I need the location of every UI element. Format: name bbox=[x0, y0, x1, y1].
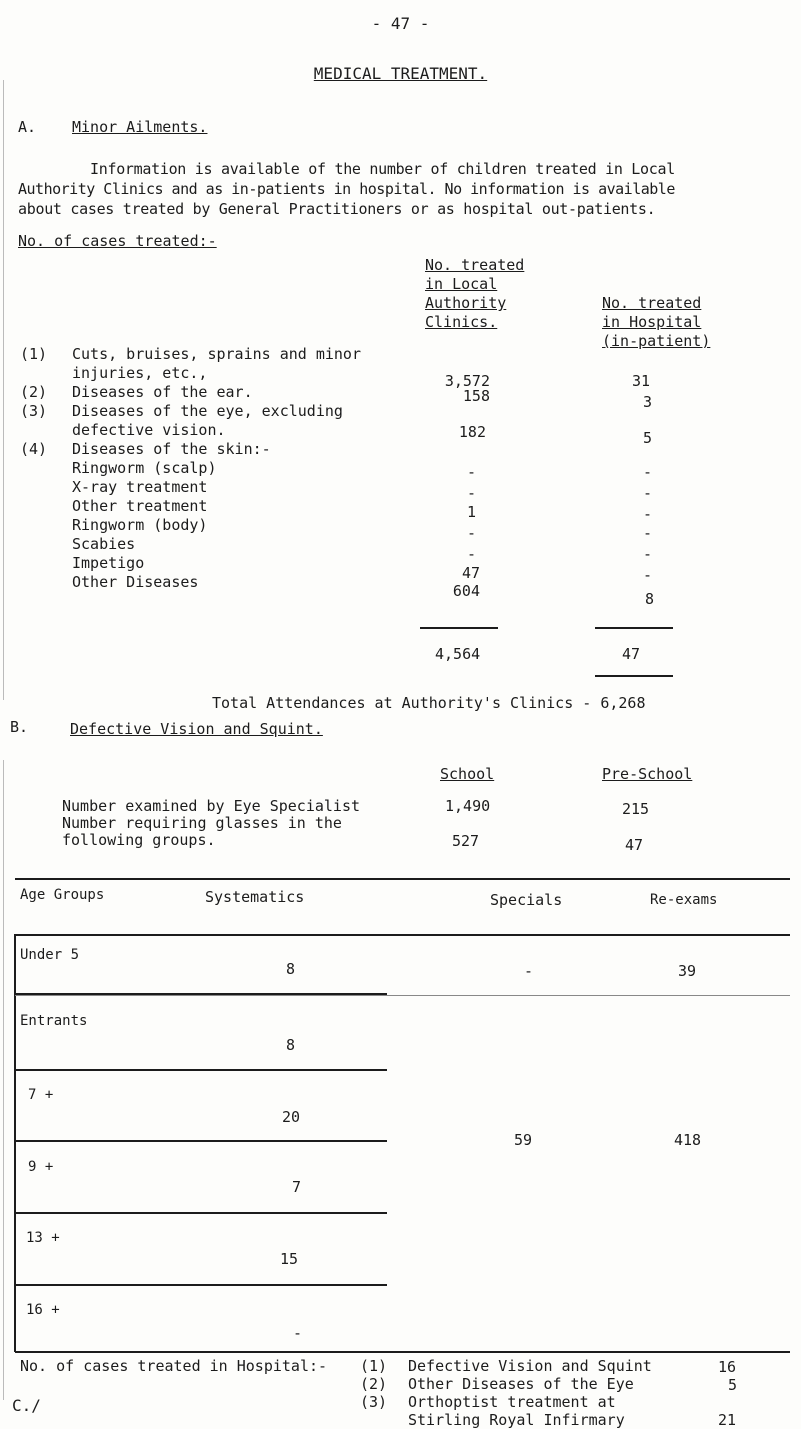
hospital-item-label: Other Diseases of the Eye bbox=[408, 1375, 634, 1393]
row-value-local: 3,572 bbox=[444, 372, 490, 390]
age-group-cell: 16 + bbox=[26, 1302, 60, 1318]
hospital-item-num: (3) bbox=[360, 1393, 388, 1411]
systematics-cell: 8 bbox=[286, 960, 296, 978]
row-num: (4) bbox=[20, 440, 48, 458]
row-label: Cuts, bruises, sprains and minor bbox=[72, 345, 361, 363]
section-a-heading: Minor Ailments. bbox=[72, 118, 208, 136]
hospital-item-label: Stirling Royal Infirmary bbox=[408, 1411, 625, 1429]
header-systematics: Systematics bbox=[205, 888, 305, 906]
row-label: Other Diseases bbox=[72, 573, 199, 591]
row-num: (3) bbox=[20, 402, 48, 420]
row-label: Scabies bbox=[72, 535, 136, 553]
glasses-school: 527 bbox=[452, 832, 480, 850]
cases-treated-label: No. of cases treated:- bbox=[18, 232, 217, 250]
row-label: Ringworm (body) bbox=[72, 516, 208, 534]
row-value-local: 182 bbox=[458, 423, 486, 441]
examined-school: 1,490 bbox=[445, 797, 491, 815]
header-age-groups: Age Groups bbox=[20, 887, 105, 903]
row-value-hospital: - bbox=[642, 484, 652, 502]
systematics-cell: 20 bbox=[282, 1108, 301, 1126]
header-specials: Specials bbox=[490, 891, 563, 909]
header-reexams: Re-exams bbox=[650, 892, 718, 908]
row-value-local: - bbox=[466, 463, 476, 481]
intro-line-3: about cases treated by General Practitioners or as hospital out-patients. bbox=[18, 200, 656, 218]
total-double-rule bbox=[595, 675, 673, 677]
total-hospital: 47 bbox=[622, 645, 641, 663]
row-value-hospital: - bbox=[642, 524, 652, 542]
hospital-item-num: (2) bbox=[360, 1375, 388, 1393]
row-value-hospital: 5 bbox=[642, 429, 652, 447]
section-b-letter: B. bbox=[10, 718, 29, 736]
page-number: - 47 - bbox=[371, 14, 430, 33]
row-value-hospital: - bbox=[642, 505, 652, 523]
col-preschool-header: Pre-School bbox=[602, 765, 693, 783]
row-label: Diseases of the ear. bbox=[72, 383, 253, 401]
row-value-hospital: 8 bbox=[644, 590, 654, 608]
examined-preschool: 215 bbox=[622, 800, 650, 818]
row-label: X-ray treatment bbox=[72, 478, 208, 496]
glasses-label: Number requiring glasses in the following groups. bbox=[62, 814, 342, 849]
hospital-item-label: Orthoptist treatment at bbox=[408, 1393, 616, 1411]
hospital-item-label: Defective Vision and Squint bbox=[408, 1357, 652, 1375]
systematics-cell: 7 bbox=[292, 1178, 302, 1196]
age-group-cell: 13 + bbox=[26, 1230, 60, 1246]
systematics-cell: - bbox=[293, 1324, 303, 1342]
row-value-local: - bbox=[466, 545, 476, 563]
col-hospital-header: No. treated in Hospital (in-patient) bbox=[602, 294, 711, 350]
specials-cell: - bbox=[524, 962, 534, 980]
row-value-local: - bbox=[466, 524, 476, 542]
intro-line-2: Authority Clinics and as in-patients in hospital. No information is available bbox=[18, 180, 675, 198]
age-group-cell: 9 + bbox=[28, 1159, 54, 1175]
hospital-item-num: (1) bbox=[360, 1357, 388, 1375]
examined-label: Number examined by Eye Specialist bbox=[62, 797, 361, 815]
row-label: defective vision. bbox=[72, 421, 226, 439]
row-label: Other treatment bbox=[72, 497, 208, 515]
row-label: Ringworm (scalp) bbox=[72, 459, 217, 477]
hospital-item-value: 16 bbox=[718, 1358, 737, 1376]
row-value-local: 158 bbox=[462, 387, 490, 405]
row-label: Diseases of the skin:- bbox=[72, 440, 271, 458]
total-rule-hospital bbox=[595, 627, 673, 629]
row-value-hospital: 3 bbox=[642, 393, 652, 411]
age-group-cell: Under 5 bbox=[20, 947, 80, 963]
section-b-heading: Defective Vision and Squint. bbox=[70, 720, 323, 738]
hospital-item-value: 21 bbox=[718, 1411, 737, 1429]
systematics-cell: 15 bbox=[280, 1250, 299, 1268]
total-local: 4,564 bbox=[435, 645, 481, 663]
specials-merged-cell: 59 bbox=[514, 1131, 533, 1149]
page-title: MEDICAL TREATMENT. bbox=[313, 64, 488, 83]
row-value-hospital: - bbox=[642, 545, 652, 563]
age-group-cell: 7 + bbox=[28, 1087, 54, 1103]
total-attendances: Total Attendances at Authority's Clinics - 6,268 bbox=[212, 694, 646, 712]
section-a-letter: A. bbox=[18, 118, 37, 136]
intro-line-1: Information is available of the number of children treated in Local bbox=[90, 160, 675, 178]
footer-mark: C./ bbox=[12, 1396, 41, 1415]
row-label: Impetigo bbox=[72, 554, 145, 572]
row-value-local: 47 bbox=[461, 564, 480, 582]
reexams-merged-cell: 418 bbox=[674, 1131, 702, 1149]
row-value-hospital: - bbox=[642, 566, 652, 584]
reexams-cell: 39 bbox=[678, 962, 697, 980]
row-value-local: 1 bbox=[466, 503, 476, 521]
col-local-authority-header: No. treated in Local Authority Clinics. bbox=[425, 256, 525, 331]
total-rule-local bbox=[420, 627, 498, 629]
glasses-preschool: 47 bbox=[625, 836, 644, 854]
age-group-cell: Entrants bbox=[20, 1013, 88, 1029]
row-num: (1) bbox=[20, 345, 48, 363]
row-value-local: - bbox=[466, 484, 476, 502]
row-value-hospital: - bbox=[642, 463, 652, 481]
row-value-local: 604 bbox=[452, 582, 480, 600]
row-label: Diseases of the eye, excluding bbox=[72, 402, 343, 420]
col-school-header: School bbox=[440, 765, 495, 783]
row-value-hospital: 31 bbox=[631, 372, 650, 390]
row-num: (2) bbox=[20, 383, 48, 401]
hospital-item-value: 5 bbox=[728, 1376, 738, 1394]
row-label: injuries, etc., bbox=[72, 364, 208, 382]
systematics-cell: 8 bbox=[286, 1036, 296, 1054]
hospital-cases-label: No. of cases treated in Hospital:- bbox=[20, 1357, 328, 1375]
